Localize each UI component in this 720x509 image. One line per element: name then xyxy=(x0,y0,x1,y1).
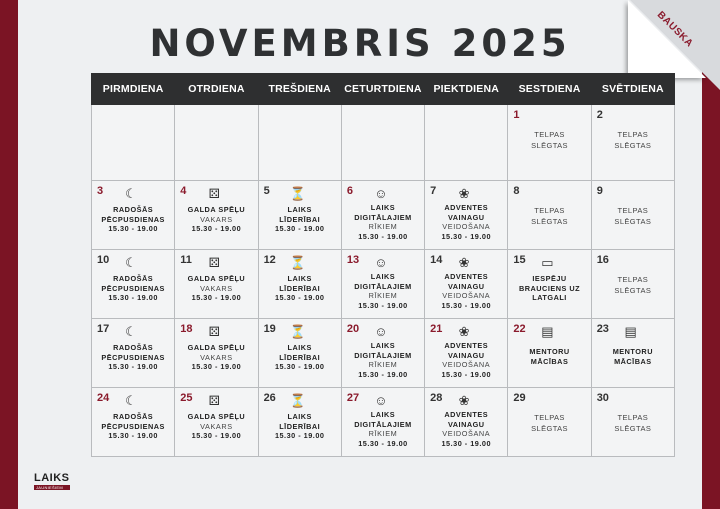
calendar-grid xyxy=(91,73,675,457)
day-cell-6 xyxy=(341,181,424,250)
event xyxy=(342,341,424,379)
event-title-line: MENTORU xyxy=(529,347,570,356)
day-number: 7 xyxy=(430,185,437,197)
day-cell-2 xyxy=(591,105,674,181)
event-subtitle: RĪKIEM xyxy=(368,291,398,300)
event-title-line: DIGITĀLAJIEM xyxy=(354,419,412,429)
day-cell-3 xyxy=(92,181,175,250)
event-title-line: ADVENTES xyxy=(444,410,489,419)
clock-icon: ⏳ xyxy=(289,324,306,339)
closed-line: SLĒGTAS xyxy=(531,141,568,150)
people-icon: ☺ xyxy=(374,393,388,408)
event-title-line: RADOŠĀS xyxy=(113,412,154,421)
event-time: 15.30 - 19.00 xyxy=(358,300,408,310)
closed-note xyxy=(592,274,674,296)
event xyxy=(342,272,424,310)
event-title-line: LĪDERĪBAI xyxy=(279,214,321,224)
event-title-line: PĒCPUSDIENAS xyxy=(101,352,165,362)
event-subtitle: VEIDOŠANA xyxy=(442,291,491,300)
day-number: 4 xyxy=(180,185,187,197)
event xyxy=(175,412,257,441)
day-number: 22 xyxy=(513,323,526,335)
event xyxy=(92,274,174,303)
event-title-line: LATGALI xyxy=(532,293,567,302)
event-title-line: DIGITĀLAJIEM xyxy=(354,281,412,291)
event xyxy=(259,412,341,441)
day-number: 10 xyxy=(97,254,110,266)
day-cell-11 xyxy=(175,250,258,319)
wreath-icon: ❀ xyxy=(458,324,470,339)
day-number: 21 xyxy=(430,323,443,335)
closed-line: SLĒGTAS xyxy=(614,217,652,226)
day-cell-30 xyxy=(591,388,674,457)
closed-line: SLĒGTAS xyxy=(531,424,568,433)
clock-icon: ⏳ xyxy=(289,393,306,408)
event-title-line: VAINAGU xyxy=(447,350,485,360)
day-cell-26 xyxy=(258,388,341,457)
event-title-line: LAIKS xyxy=(370,341,396,350)
event-subtitle: RĪKIEM xyxy=(368,222,398,231)
day-number: 24 xyxy=(97,392,110,404)
day-number: 23 xyxy=(596,323,609,335)
weekday-thu: CETURTDIENA xyxy=(341,74,424,105)
closed-line: TELPAS xyxy=(617,130,649,139)
closed-line: TELPAS xyxy=(534,413,565,422)
day-cell-18 xyxy=(175,319,258,388)
empty-cell xyxy=(175,105,258,181)
people-icon: ☺ xyxy=(374,186,388,201)
event-title-line: LAIKS xyxy=(287,205,312,214)
day-number: 25 xyxy=(180,392,193,404)
week-row xyxy=(92,105,675,181)
empty-cell xyxy=(341,105,424,181)
event-subtitle: VEIDOŠANA xyxy=(442,222,491,231)
week-row xyxy=(92,250,675,319)
empty-cell xyxy=(425,105,508,181)
event-time: 15.30 - 19.00 xyxy=(358,438,408,448)
event-subtitle: VAKARS xyxy=(200,214,233,224)
closed-note xyxy=(508,205,590,227)
moon-icon: ☾ xyxy=(125,393,137,408)
day-cell-27 xyxy=(341,388,424,457)
closed-note xyxy=(592,129,674,151)
event xyxy=(259,205,341,234)
day-cell-15 xyxy=(508,250,591,319)
event-time: 15.30 - 19.00 xyxy=(191,431,242,440)
event-title-line: LAIKS xyxy=(287,343,312,352)
week-row xyxy=(92,319,675,388)
moon-icon: ☾ xyxy=(125,255,137,270)
weekday-wed: TREŠDIENA xyxy=(258,74,341,105)
event-subtitle: VAKARS xyxy=(200,283,233,293)
day-number: 29 xyxy=(513,392,526,404)
day-cell-24 xyxy=(92,388,175,457)
bus-icon: ▭ xyxy=(541,255,554,270)
event-subtitle: RĪKIEM xyxy=(368,360,398,369)
day-number: 20 xyxy=(346,323,360,335)
day-number: 6 xyxy=(346,185,353,197)
event-subtitle: VAKARS xyxy=(200,421,233,431)
event xyxy=(175,205,257,234)
closed-line: TELPAS xyxy=(534,130,565,139)
event-title-line: LAIKS xyxy=(370,203,396,212)
event xyxy=(425,272,507,310)
day-number: 19 xyxy=(263,323,276,335)
event-title-line: GALDA SPĒĻU xyxy=(187,343,246,352)
day-cell-28 xyxy=(425,388,508,457)
event xyxy=(342,203,424,241)
people-icon: ☺ xyxy=(374,324,388,339)
event-time: 15.30 - 19.00 xyxy=(108,431,158,440)
day-cell-25 xyxy=(175,388,258,457)
day-number: 14 xyxy=(430,254,443,266)
weekday-sat: SESTDIENA xyxy=(508,74,591,105)
day-cell-9 xyxy=(591,181,674,250)
day-cell-8 xyxy=(508,181,591,250)
event-time: 15.30 - 19.00 xyxy=(441,231,492,241)
closed-line: SLĒGTAS xyxy=(614,141,652,150)
event-title-line: GALDA SPĒĻU xyxy=(187,412,246,421)
event xyxy=(259,343,341,372)
event xyxy=(592,347,674,366)
event-time: 15.30 - 19.00 xyxy=(274,431,325,440)
weekday-mon: PIRMDIENA xyxy=(92,74,175,105)
event-time: 15.30 - 19.00 xyxy=(274,293,325,302)
day-cell-7 xyxy=(425,181,508,250)
day-number: 27 xyxy=(346,392,360,404)
day-cell-14 xyxy=(425,250,508,319)
event-time: 15.30 - 19.00 xyxy=(274,224,325,233)
moon-icon: ☾ xyxy=(125,186,137,201)
event-time: 15.30 - 19.00 xyxy=(441,300,492,310)
closed-line: SLĒGTAS xyxy=(531,217,568,226)
day-number: 9 xyxy=(596,185,603,197)
day-number: 12 xyxy=(263,254,276,266)
day-cell-4 xyxy=(175,181,258,250)
event-title-line: DIGITĀLAJIEM xyxy=(354,212,412,222)
event-title-line: VAINAGU xyxy=(447,419,485,429)
dice-icon: ⚄ xyxy=(208,255,220,270)
weekday-header xyxy=(92,74,675,105)
week-row xyxy=(92,181,675,250)
event-title-line: LAIKS xyxy=(287,274,312,283)
event-time: 15.30 - 19.00 xyxy=(108,293,158,302)
event-time: 15.30 - 19.00 xyxy=(191,362,242,371)
logo-sub: JAUNIEŠIEM xyxy=(34,485,70,490)
event-title-line: VAINAGU xyxy=(447,212,485,222)
event-title-line: MĀCĪBAS xyxy=(614,356,652,366)
book-icon: ▤ xyxy=(541,324,554,339)
event-title-line: ADVENTES xyxy=(444,341,489,350)
closed-line: TELPAS xyxy=(617,275,649,284)
day-number: 18 xyxy=(180,323,193,335)
wreath-icon: ❀ xyxy=(458,186,470,201)
day-number: 17 xyxy=(97,323,110,335)
weekday-tue: OTRDIENA xyxy=(175,74,258,105)
people-icon: ☺ xyxy=(374,255,388,270)
event-time: 15.30 - 19.00 xyxy=(108,224,158,233)
event-title-line: DIGITĀLAJIEM xyxy=(354,350,412,360)
event-title-line: LĪDERĪBAI xyxy=(279,352,321,362)
event-time: 15.30 - 19.00 xyxy=(441,369,492,379)
day-cell-22 xyxy=(508,319,591,388)
day-number: 30 xyxy=(596,392,609,404)
dice-icon: ⚄ xyxy=(208,393,220,408)
event-title-line: MENTORU xyxy=(612,347,653,356)
event xyxy=(175,343,257,372)
event-time: 15.30 - 19.00 xyxy=(358,231,408,241)
clock-icon: ⏳ xyxy=(289,186,306,201)
day-number: 16 xyxy=(596,254,609,266)
day-number: 1 xyxy=(513,109,520,121)
event-title-line: LAIKS xyxy=(287,412,312,421)
day-cell-5 xyxy=(258,181,341,250)
moon-icon: ☾ xyxy=(125,324,137,339)
day-cell-12 xyxy=(258,250,341,319)
event-title-line: BRAUCIENS UZ xyxy=(518,283,581,293)
event-time: 15.30 - 19.00 xyxy=(191,293,242,302)
day-cell-21 xyxy=(425,319,508,388)
weekday-sun: SVĒTDIENA xyxy=(591,74,674,105)
event-subtitle: VEIDOŠANA xyxy=(442,360,491,369)
weekday-fri: PIEKTDIENA xyxy=(425,74,508,105)
logo-main: LAIKS xyxy=(34,472,70,484)
day-cell-1 xyxy=(508,105,591,181)
event-title-line: ADVENTES xyxy=(444,203,489,212)
day-cell-29 xyxy=(508,388,591,457)
day-number: 3 xyxy=(97,185,104,197)
closed-note xyxy=(592,412,674,434)
event-subtitle: RĪKIEM xyxy=(368,429,398,438)
event-title-line: LĪDERĪBAI xyxy=(279,283,321,293)
event xyxy=(92,205,174,234)
empty-cell xyxy=(258,105,341,181)
event-time: 15.30 - 19.00 xyxy=(191,224,242,233)
event xyxy=(259,274,341,303)
event xyxy=(508,274,590,303)
event xyxy=(175,274,257,303)
closed-line: TELPAS xyxy=(534,206,565,215)
day-cell-13 xyxy=(341,250,424,319)
book-icon: ▤ xyxy=(624,324,637,339)
day-cell-23 xyxy=(591,319,674,388)
event-time: 15.30 - 19.00 xyxy=(274,362,325,371)
day-cell-17 xyxy=(92,319,175,388)
day-cell-20 xyxy=(341,319,424,388)
day-cell-10 xyxy=(92,250,175,319)
event-title-line: GALDA SPĒĻU xyxy=(187,274,246,283)
event-title-line: VAINAGU xyxy=(447,281,485,291)
closed-note xyxy=(508,129,590,151)
corner-label: BAUSKA xyxy=(654,9,695,50)
day-number: 11 xyxy=(180,254,192,266)
event-title-line: RADOŠĀS xyxy=(113,343,154,352)
day-number: 15 xyxy=(513,254,526,266)
event-title-line: ADVENTES xyxy=(444,272,489,281)
day-number: 2 xyxy=(596,109,603,121)
closed-note xyxy=(508,412,590,434)
event xyxy=(92,343,174,372)
event xyxy=(425,203,507,241)
event-subtitle: VAKARS xyxy=(200,352,233,362)
logo xyxy=(34,472,70,490)
day-number: 26 xyxy=(263,392,276,404)
event-title-line: PĒCPUSDIENAS xyxy=(101,214,165,224)
event-title-line: MĀCĪBAS xyxy=(530,356,569,366)
event-subtitle: VEIDOŠANA xyxy=(442,429,491,438)
week-row xyxy=(92,388,675,457)
closed-note xyxy=(592,205,674,227)
event-title-line: LAIKS xyxy=(370,272,396,281)
clock-icon: ⏳ xyxy=(289,255,306,270)
closed-line: TELPAS xyxy=(617,206,649,215)
event-time: 15.30 - 19.00 xyxy=(358,369,408,379)
day-number: 28 xyxy=(430,392,443,404)
day-cell-19 xyxy=(258,319,341,388)
closed-line: TELPAS xyxy=(617,413,649,422)
closed-line: SLĒGTAS xyxy=(614,424,652,433)
day-number: 13 xyxy=(346,254,360,266)
event-time: 15.30 - 19.00 xyxy=(441,438,492,448)
event-title-line: PĒCPUSDIENAS xyxy=(101,421,165,431)
dice-icon: ⚄ xyxy=(208,186,220,201)
event xyxy=(425,410,507,448)
event-title-line: GALDA SPĒĻU xyxy=(187,205,246,214)
event xyxy=(508,347,590,366)
event-title-line: IESPĒJU xyxy=(532,274,567,283)
closed-line: SLĒGTAS xyxy=(614,286,652,295)
dice-icon: ⚄ xyxy=(208,324,220,339)
event-title-line: RADOŠĀS xyxy=(113,205,154,214)
day-number: 5 xyxy=(263,185,270,197)
wreath-icon: ❀ xyxy=(458,255,470,270)
wreath-icon: ❀ xyxy=(458,393,470,408)
event-title-line: PĒCPUSDIENAS xyxy=(101,283,165,293)
event-title-line: RADOŠĀS xyxy=(113,274,154,283)
empty-cell xyxy=(92,105,175,181)
event xyxy=(342,410,424,448)
event xyxy=(425,341,507,379)
event xyxy=(92,412,174,441)
event-title-line: LĪDERĪBAI xyxy=(279,421,321,431)
event-title-line: LAIKS xyxy=(370,410,396,419)
event-time: 15.30 - 19.00 xyxy=(108,362,158,371)
page-title: NOVEMBRIS 2025 xyxy=(149,22,571,65)
day-cell-16 xyxy=(591,250,674,319)
day-number: 8 xyxy=(513,185,520,197)
